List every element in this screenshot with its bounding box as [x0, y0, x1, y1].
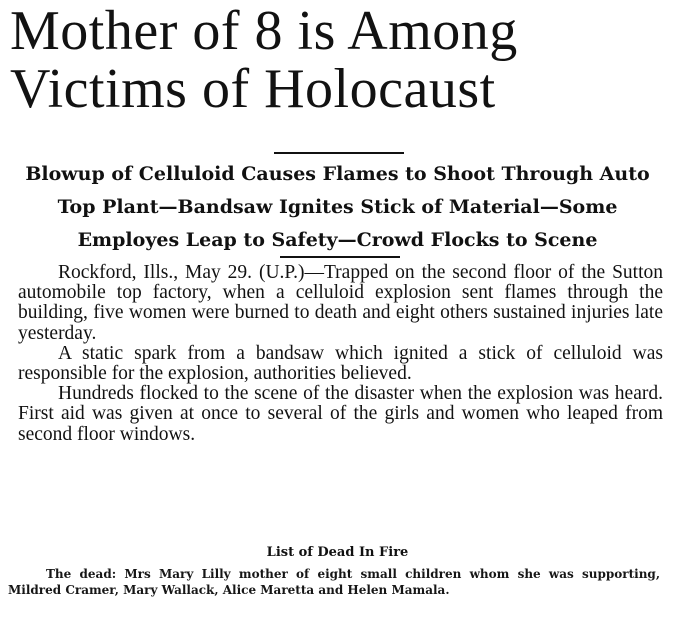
dead-list-subhead: List of Dead In Fire	[266, 545, 409, 560]
paragraph-1: Rockford, Ills., May 29. (U.P.)—Trapped on the second floor of the Sutton automobile top factory, when a celluloid explosion sent flames through the building, five women were burned to death and eight others sustained injuries late yesterday.	[18, 262, 663, 344]
deck-line-3: Employes Leap to Safety—Crowd Flocks to Scene	[77, 229, 598, 251]
paragraph-3: Hundreds flocked to the scene of the disaster when the explosion was heard. First aid was given at once to several of the girls and women who leaped from second floor windows.	[18, 383, 663, 445]
top-divider-rule	[274, 152, 404, 154]
headline-line-2: Victims of Holocaust	[10, 58, 496, 120]
headline-line-1: Mother of 8 is Among	[10, 0, 518, 62]
article-body	[18, 263, 663, 445]
deck	[2, 158, 673, 257]
deck-line-1: Blowup of Celluloid Causes Flames to Shoot Through Auto	[25, 163, 650, 185]
headline	[10, 2, 670, 118]
deck-line-2: Top Plant—Bandsaw Ignites Stick of Material—Some	[57, 196, 618, 218]
bottom-divider-rule	[280, 256, 400, 258]
dead-list-text: The dead: Mrs Mary Lilly mother of eight small children whom she was supporting, Mildred Cramer, Mary Wallack, Alice Maretta and Helen Mamala.	[8, 567, 660, 597]
paragraph-2: A static spark from a bandsaw which ignited a stick of celluloid was responsible for the explosion, authorities believed.	[18, 342, 663, 385]
